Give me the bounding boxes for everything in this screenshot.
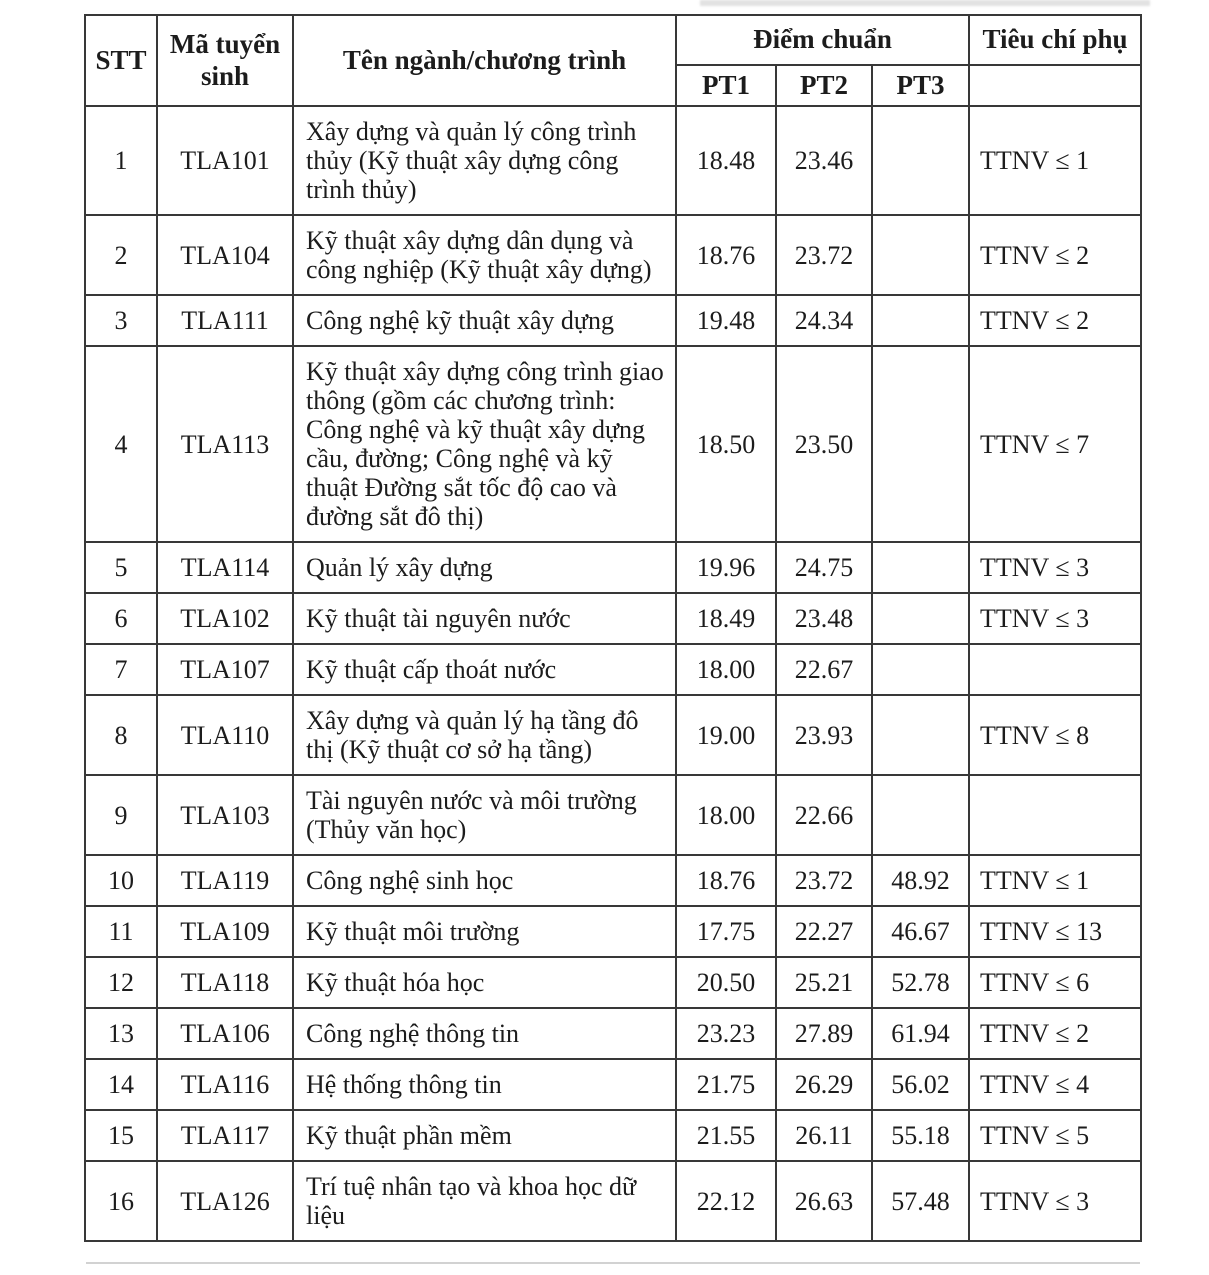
col-header-pt1: PT1 (676, 65, 776, 106)
admission-code-cell: TLA109 (157, 906, 293, 957)
table-row (85, 542, 1141, 593)
pt3-score-cell: 48.92 (872, 855, 969, 906)
pt2-score-cell: 23.48 (776, 593, 872, 644)
row-index-cell: 5 (85, 542, 157, 593)
pt1-score-cell: 23.23 (676, 1008, 776, 1059)
col-header-stt: STT (85, 15, 157, 106)
table-row (85, 1110, 1141, 1161)
pt3-score-cell: 55.18 (872, 1110, 969, 1161)
admission-code-cell: TLA101 (157, 106, 293, 215)
secondary-criteria-cell: TTNV ≤ 2 (969, 295, 1141, 346)
pt1-score-cell: 22.12 (676, 1161, 776, 1241)
pt1-score-cell: 17.75 (676, 906, 776, 957)
table-row (85, 957, 1141, 1008)
program-name-cell: Kỹ thuật hóa học (293, 957, 676, 1008)
col-header-pt2: PT2 (776, 65, 872, 106)
pt3-score-cell: 57.48 (872, 1161, 969, 1241)
secondary-criteria-cell: TTNV ≤ 6 (969, 957, 1141, 1008)
pt3-score-cell: 56.02 (872, 1059, 969, 1110)
table-row (85, 1161, 1141, 1241)
row-index-cell: 8 (85, 695, 157, 775)
admission-code-cell: TLA110 (157, 695, 293, 775)
admission-code-cell: TLA118 (157, 957, 293, 1008)
pt2-score-cell: 22.67 (776, 644, 872, 695)
pt1-score-cell: 18.76 (676, 215, 776, 295)
admission-code-cell: TLA119 (157, 855, 293, 906)
table-row (85, 775, 1141, 855)
program-name-cell: Kỹ thuật xây dựng công trình giao thông (gồm các chương trình: Công nghệ và kỹ thuật xây dựng cầu, đường; Công nghệ và kỹ thuật Đường sắt tốc độ cao và đường sắt đô thị) (293, 346, 676, 542)
admission-code-cell: TLA113 (157, 346, 293, 542)
pt3-score-cell (872, 695, 969, 775)
col-header-ten-nganh: Tên ngành/chương trình (293, 15, 676, 106)
row-index-cell: 14 (85, 1059, 157, 1110)
secondary-criteria-cell: TTNV ≤ 1 (969, 855, 1141, 906)
pt2-score-cell: 23.46 (776, 106, 872, 215)
pt3-score-cell (872, 775, 969, 855)
table-row (85, 215, 1141, 295)
table-row (85, 1059, 1141, 1110)
secondary-criteria-cell: TTNV ≤ 7 (969, 346, 1141, 542)
pt2-score-cell: 26.63 (776, 1161, 872, 1241)
pt2-score-cell: 23.72 (776, 215, 872, 295)
program-name-cell: Công nghệ kỹ thuật xây dựng (293, 295, 676, 346)
pt3-score-cell (872, 644, 969, 695)
table-row (85, 295, 1141, 346)
admission-scores-table (84, 14, 1142, 1242)
row-index-cell: 13 (85, 1008, 157, 1059)
admission-code-cell: TLA107 (157, 644, 293, 695)
pt2-score-cell: 22.27 (776, 906, 872, 957)
pt3-score-cell: 46.67 (872, 906, 969, 957)
pt1-score-cell: 21.75 (676, 1059, 776, 1110)
program-name-cell: Kỹ thuật cấp thoát nước (293, 644, 676, 695)
row-index-cell: 12 (85, 957, 157, 1008)
row-index-cell: 3 (85, 295, 157, 346)
table-row (85, 1008, 1141, 1059)
table-row (85, 644, 1141, 695)
admission-code-cell: TLA117 (157, 1110, 293, 1161)
pt3-score-cell (872, 346, 969, 542)
secondary-criteria-cell: TTNV ≤ 13 (969, 906, 1141, 957)
pt2-score-cell: 24.75 (776, 542, 872, 593)
table-row (85, 855, 1141, 906)
pt2-score-cell: 25.21 (776, 957, 872, 1008)
table-row (85, 695, 1141, 775)
secondary-criteria-cell (969, 775, 1141, 855)
pt3-score-cell (872, 542, 969, 593)
table-row (85, 906, 1141, 957)
row-index-cell: 9 (85, 775, 157, 855)
col-header-tieu-chi-phu: Tiêu chí phụ (969, 15, 1141, 65)
row-index-cell: 10 (85, 855, 157, 906)
program-name-cell: Xây dựng và quản lý hạ tầng đô thị (Kỹ thuật cơ sở hạ tầng) (293, 695, 676, 775)
table-header (85, 15, 1141, 106)
pt2-score-cell: 27.89 (776, 1008, 872, 1059)
secondary-criteria-cell: TTNV ≤ 2 (969, 1008, 1141, 1059)
program-name-cell: Tài nguyên nước và môi trường (Thủy văn học) (293, 775, 676, 855)
pt1-score-cell: 19.00 (676, 695, 776, 775)
admission-code-cell: TLA104 (157, 215, 293, 295)
row-index-cell: 11 (85, 906, 157, 957)
program-name-cell: Công nghệ sinh học (293, 855, 676, 906)
table-row (85, 106, 1141, 215)
col-header-tieu-chi-phu-empty (969, 65, 1141, 106)
row-index-cell: 4 (85, 346, 157, 542)
pt1-score-cell: 18.48 (676, 106, 776, 215)
pt3-score-cell (872, 106, 969, 215)
pt2-score-cell: 23.50 (776, 346, 872, 542)
admission-code-cell: TLA111 (157, 295, 293, 346)
pt1-score-cell: 21.55 (676, 1110, 776, 1161)
secondary-criteria-cell: TTNV ≤ 3 (969, 593, 1141, 644)
program-name-cell: Kỹ thuật xây dựng dân dụng và công nghiệp (Kỹ thuật xây dựng) (293, 215, 676, 295)
admission-code-cell: TLA126 (157, 1161, 293, 1241)
header-row-top (85, 15, 1141, 65)
pt1-score-cell: 18.50 (676, 346, 776, 542)
pt3-score-cell: 52.78 (872, 957, 969, 1008)
pt2-score-cell: 23.93 (776, 695, 872, 775)
secondary-criteria-cell: TTNV ≤ 5 (969, 1110, 1141, 1161)
row-index-cell: 1 (85, 106, 157, 215)
program-name-cell: Quản lý xây dựng (293, 542, 676, 593)
pt2-score-cell: 22.66 (776, 775, 872, 855)
program-name-cell: Công nghệ thông tin (293, 1008, 676, 1059)
row-index-cell: 15 (85, 1110, 157, 1161)
admission-code-cell: TLA114 (157, 542, 293, 593)
pt1-score-cell: 18.00 (676, 644, 776, 695)
program-name-cell: Kỹ thuật tài nguyên nước (293, 593, 676, 644)
program-name-cell: Kỹ thuật môi trường (293, 906, 676, 957)
pt1-score-cell: 20.50 (676, 957, 776, 1008)
secondary-criteria-cell: TTNV ≤ 3 (969, 1161, 1141, 1241)
program-name-cell: Kỹ thuật phần mềm (293, 1110, 676, 1161)
admission-code-cell: TLA103 (157, 775, 293, 855)
secondary-criteria-cell: TTNV ≤ 8 (969, 695, 1141, 775)
secondary-criteria-cell (969, 644, 1141, 695)
row-index-cell: 2 (85, 215, 157, 295)
row-index-cell: 7 (85, 644, 157, 695)
pt1-score-cell: 18.49 (676, 593, 776, 644)
program-name-cell: Xây dựng và quản lý công trình thủy (Kỹ thuật xây dựng công trình thủy) (293, 106, 676, 215)
scan-shadow-line (86, 1262, 1140, 1264)
pt1-score-cell: 18.00 (676, 775, 776, 855)
col-header-diem-chuan: Điểm chuẩn (676, 15, 969, 65)
admission-code-cell: TLA102 (157, 593, 293, 644)
scan-artifact (700, 0, 1150, 6)
pt2-score-cell: 23.72 (776, 855, 872, 906)
secondary-criteria-cell: TTNV ≤ 3 (969, 542, 1141, 593)
program-name-cell: Trí tuệ nhân tạo và khoa học dữ liệu (293, 1161, 676, 1241)
secondary-criteria-cell: TTNV ≤ 2 (969, 215, 1141, 295)
pt3-score-cell (872, 215, 969, 295)
pt2-score-cell: 24.34 (776, 295, 872, 346)
admission-code-cell: TLA106 (157, 1008, 293, 1059)
pt1-score-cell: 19.96 (676, 542, 776, 593)
col-header-ma-tuyen-sinh: Mã tuyển sinh (157, 15, 293, 106)
table-row (85, 346, 1141, 542)
pt3-score-cell: 61.94 (872, 1008, 969, 1059)
row-index-cell: 6 (85, 593, 157, 644)
pt3-score-cell (872, 593, 969, 644)
secondary-criteria-cell: TTNV ≤ 1 (969, 106, 1141, 215)
row-index-cell: 16 (85, 1161, 157, 1241)
pt3-score-cell (872, 295, 969, 346)
pt2-score-cell: 26.11 (776, 1110, 872, 1161)
pt1-score-cell: 18.76 (676, 855, 776, 906)
pt1-score-cell: 19.48 (676, 295, 776, 346)
pt2-score-cell: 26.29 (776, 1059, 872, 1110)
admission-code-cell: TLA116 (157, 1059, 293, 1110)
table-body (85, 106, 1141, 1241)
secondary-criteria-cell: TTNV ≤ 4 (969, 1059, 1141, 1110)
table-row (85, 593, 1141, 644)
col-header-pt3: PT3 (872, 65, 969, 106)
program-name-cell: Hệ thống thông tin (293, 1059, 676, 1110)
